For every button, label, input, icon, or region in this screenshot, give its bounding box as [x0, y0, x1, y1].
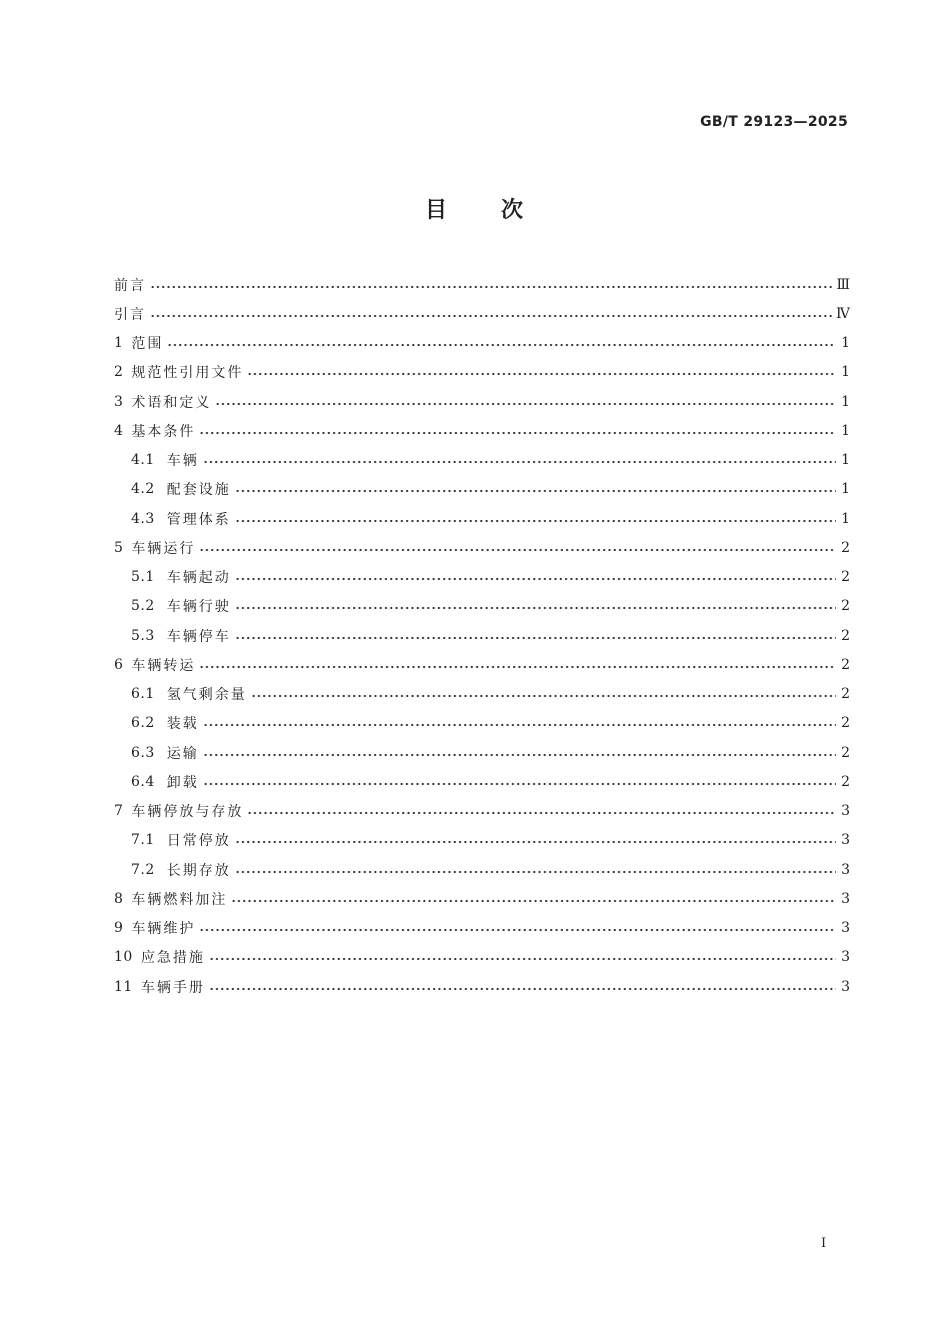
- toc-entry-title: 应急措施: [140, 950, 205, 967]
- toc-entry-number: 6.1: [131, 686, 155, 703]
- toc-entry-page: 1: [841, 364, 850, 381]
- toc-dot-leader: [209, 952, 836, 966]
- toc-entry-title: 前言: [114, 277, 146, 294]
- toc-entry[interactable]: [114, 416, 850, 445]
- toc-entry-title: 范围: [131, 336, 164, 353]
- toc-entry[interactable]: [114, 826, 850, 855]
- toc-entry-page: 1: [841, 452, 850, 469]
- toc-entry[interactable]: [114, 855, 850, 884]
- toc-entry[interactable]: [114, 943, 850, 972]
- page-title: [0, 193, 950, 224]
- toc-entry[interactable]: [114, 884, 850, 913]
- toc-entry-page: 2: [841, 686, 850, 703]
- toc-entry[interactable]: [114, 299, 850, 328]
- toc-entry-number: 9: [114, 920, 124, 937]
- toc-entry-title: 运输: [166, 745, 199, 762]
- toc-entry[interactable]: [114, 533, 850, 562]
- toc-entry-title: 日常停放: [166, 833, 231, 850]
- toc-entry-page: 2: [841, 744, 850, 761]
- toc-entry-title: 车辆转运: [131, 657, 196, 674]
- toc-dot-leader: [199, 660, 836, 674]
- toc-entry-page: 1: [841, 481, 850, 498]
- table-of-contents: [114, 270, 850, 1001]
- toc-entry-number: 5.2: [131, 598, 155, 615]
- toc-entry-number: 5.3: [131, 627, 155, 644]
- toc-dot-leader: [251, 689, 836, 703]
- title-char-1: 目: [424, 198, 449, 223]
- toc-entry-page: 2: [841, 656, 850, 673]
- toc-entry-page: 3: [841, 803, 850, 820]
- toc-entry[interactable]: [114, 504, 850, 533]
- toc-entry[interactable]: [114, 797, 850, 826]
- toc-entry-number: 4.2: [131, 481, 155, 498]
- toc-entry-title: 规范性引用文件: [131, 365, 244, 382]
- toc-entry-page: 3: [841, 949, 850, 966]
- toc-entry-title: 长期存放: [166, 862, 231, 879]
- toc-dot-leader: [203, 777, 836, 791]
- toc-entry-title: 车辆: [166, 453, 199, 470]
- toc-entry-number: 11: [114, 978, 133, 995]
- title-char-2: 次: [501, 198, 526, 223]
- toc-entry-number: 7: [114, 803, 124, 820]
- toc-entry-page: 1: [841, 422, 850, 439]
- toc-entry-number: 8: [114, 890, 124, 907]
- toc-entry-page: 2: [841, 627, 850, 644]
- toc-entry-number: 4.1: [131, 452, 155, 469]
- toc-entry-page: 3: [841, 890, 850, 907]
- toc-entry-page: 1: [841, 393, 850, 410]
- toc-entry-number: 2: [114, 364, 124, 381]
- toc-entry-title: 车辆手册: [140, 979, 205, 996]
- toc-entry-number: 10: [114, 949, 133, 966]
- toc-dot-leader: [235, 601, 836, 615]
- toc-entry-page: Ⅳ: [836, 305, 850, 322]
- toc-entry-page: 2: [841, 773, 850, 790]
- toc-entry-title: 车辆停车: [166, 628, 231, 645]
- toc-entry-title: 引言: [114, 306, 146, 323]
- toc-dot-leader: [235, 572, 836, 586]
- toc-entry[interactable]: [114, 446, 850, 475]
- toc-entry-page: 3: [841, 978, 850, 995]
- toc-entry[interactable]: [114, 563, 850, 592]
- toc-dot-leader: [235, 514, 836, 528]
- toc-dot-leader: [247, 367, 836, 381]
- toc-entry-title: 卸载: [166, 774, 199, 791]
- toc-dot-leader: [199, 923, 836, 937]
- toc-entry-number: 4.3: [131, 510, 155, 527]
- toc-entry-page: Ⅲ: [836, 276, 850, 293]
- toc-entry[interactable]: [114, 387, 850, 416]
- toc-dot-leader: [199, 543, 836, 557]
- toc-entry-number: 3: [114, 393, 124, 410]
- toc-entry-number: 6.2: [131, 715, 155, 732]
- toc-dot-leader: [203, 455, 836, 469]
- toc-entry-number: 5: [114, 539, 124, 556]
- toc-entry-title: 车辆维护: [131, 921, 196, 938]
- toc-entry-number: 1: [114, 335, 124, 352]
- toc-entry-title: 车辆起动: [166, 570, 231, 587]
- toc-entry-title: 车辆停放与存放: [131, 804, 244, 821]
- toc-dot-leader: [235, 484, 836, 498]
- toc-entry-page: 3: [841, 861, 850, 878]
- toc-entry-title: 管理体系: [166, 511, 231, 528]
- toc-entry-page: 1: [841, 335, 850, 352]
- toc-dot-leader: [150, 309, 832, 323]
- page-number: I: [821, 1236, 827, 1251]
- toc-dot-leader: [231, 894, 836, 908]
- toc-entry-page: 3: [841, 832, 850, 849]
- toc-dot-leader: [203, 718, 836, 732]
- toc-entry[interactable]: [114, 329, 850, 358]
- toc-entry-number: 5.1: [131, 569, 155, 586]
- toc-entry[interactable]: [114, 972, 850, 1001]
- toc-entry[interactable]: [114, 475, 850, 504]
- toc-dot-leader: [150, 280, 832, 294]
- toc-entry[interactable]: [114, 767, 850, 796]
- toc-entry-number: 6.4: [131, 773, 155, 790]
- toc-entry-page: 1: [841, 510, 850, 527]
- toc-entry-title: 车辆运行: [131, 540, 196, 557]
- toc-entry[interactable]: [114, 358, 850, 387]
- toc-entry-number: 7.2: [131, 861, 155, 878]
- toc-entry-title: 车辆燃料加注: [131, 891, 228, 908]
- toc-dot-leader: [167, 338, 836, 352]
- toc-entry[interactable]: [114, 650, 850, 679]
- toc-entry-page: 3: [841, 920, 850, 937]
- toc-entry[interactable]: [114, 592, 850, 621]
- toc-entry-title: 基本条件: [131, 423, 196, 440]
- toc-entry-page: 2: [841, 569, 850, 586]
- toc-entry-page: 2: [841, 539, 850, 556]
- toc-dot-leader: [215, 397, 836, 411]
- toc-dot-leader: [247, 806, 836, 820]
- toc-entry[interactable]: [114, 680, 850, 709]
- toc-entry[interactable]: [114, 270, 850, 299]
- toc-entry[interactable]: [114, 709, 850, 738]
- toc-entry-number: 6: [114, 656, 124, 673]
- toc-dot-leader: [235, 865, 836, 879]
- toc-entry-title: 术语和定义: [131, 394, 212, 411]
- toc-entry[interactable]: [114, 914, 850, 943]
- toc-entry-number: 6.3: [131, 744, 155, 761]
- toc-entry-number: 7.1: [131, 832, 155, 849]
- toc-entry-page: 2: [841, 598, 850, 615]
- toc-dot-leader: [199, 426, 836, 440]
- toc-dot-leader: [235, 835, 836, 849]
- toc-entry-title: 车辆行驶: [166, 599, 231, 616]
- toc-entry-number: 4: [114, 422, 124, 439]
- toc-dot-leader: [209, 982, 836, 996]
- toc-entry[interactable]: [114, 738, 850, 767]
- document-code: GB/T 29123—2025: [700, 114, 848, 130]
- toc-entry[interactable]: [114, 621, 850, 650]
- toc-entry-title: 装载: [166, 716, 199, 733]
- toc-dot-leader: [235, 631, 836, 645]
- toc-entry-title: 配套设施: [166, 482, 231, 499]
- toc-entry-page: 2: [841, 715, 850, 732]
- toc-dot-leader: [203, 748, 836, 762]
- toc-entry-title: 氢气剩余量: [166, 687, 247, 704]
